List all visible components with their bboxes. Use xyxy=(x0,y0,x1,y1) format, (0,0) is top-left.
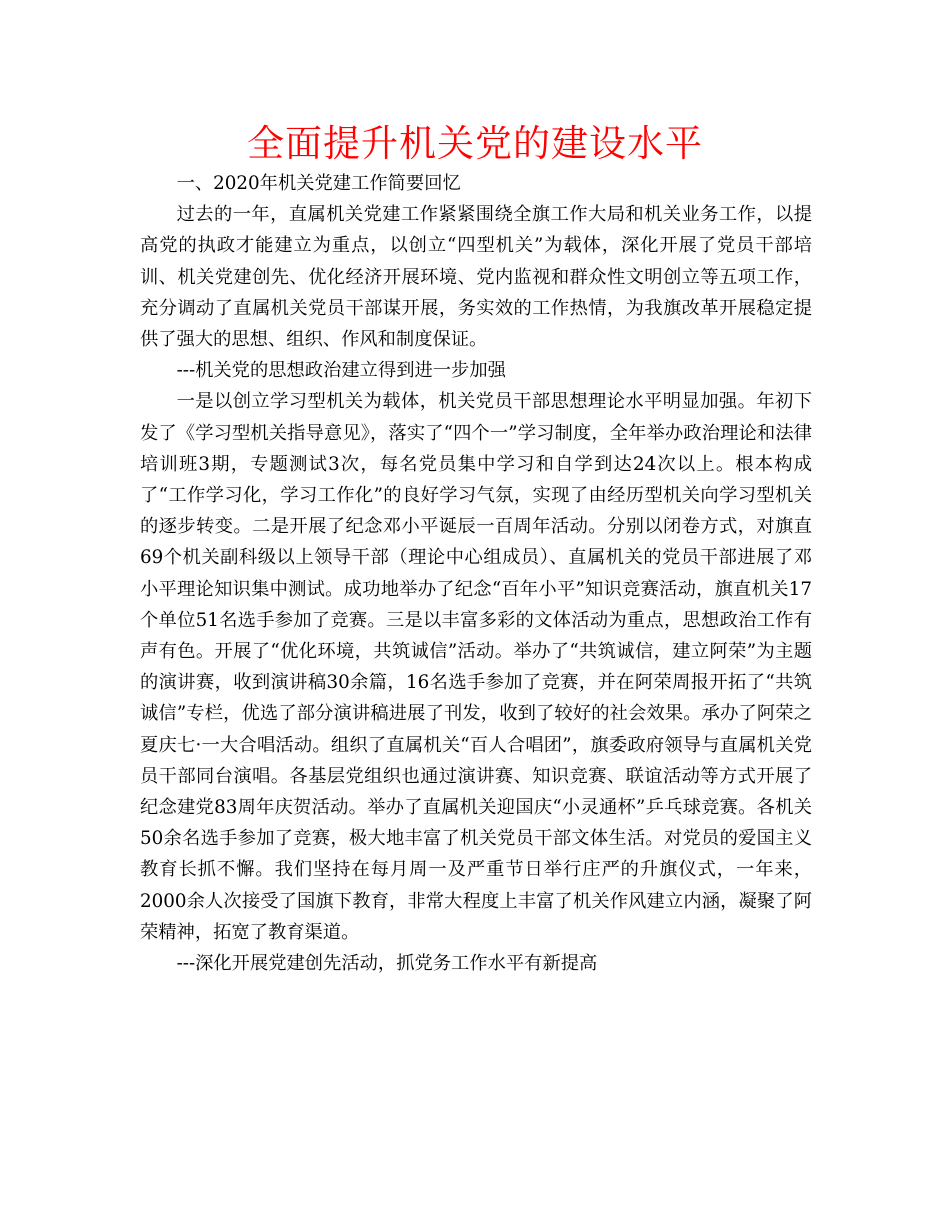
paragraph: 一是以创立学习型机关为载体，机关党员干部思想理论水平明显加强。年初下发了《学习型机关指导意见》，落实了“四个一”学习制度，全年举办政治理论和法律培训班3期，专题测试3次，每名党员集中学习和自学到达24次以上。根本构成了“工作学习化，学习工作化”的良好学习气氛，实现了由经历型机关向学习型机关的逐步转变。二是开展了纪念邓小平诞辰一百周年活动。分别以闭卷方式，对旗直69个机关副科级以上领导干部（理论中心组成员）、直属机关的党员干部进展了邓小平理论知识集中测试。成功地举办了纪念“百年小平”知识竞赛活动，旗直机关17个单位51名选手参加了竞赛。三是以丰富多彩的文体活动为重点，思想政治工作有声有色。开展了“优化环境，共筑诚信”活动。举办了“共筑诚信，建立阿荣”为主题的演讲赛，收到演讲稿30余篇，16名选手参加了竞赛，并在阿荣周报开拓了“共筑诚信”专栏，优选了部分演讲稿进展了刊发，收到了较好的社会效果。承办了阿荣之夏庆七·一大合唱活动。组织了直属机关“百人合唱团”，旗委政府领导与直属机关党员干部同台演唱。各基层党组织也通过演讲赛、知识竞赛、联谊活动等方式开展了纪念建党83周年庆贺活动。举办了直属机关迎国庆“小灵通杯”乒乓球竞赛。各机关50余名选手参加了竞赛，极大地丰富了机关党员干部文体生活。对党员的爱国主义教育长抓不懈。我们坚持在每月周一及严重节日举行庄严的升旗仪式，一年来，2000余人次接受了国旗下教育，非常大程度上丰富了机关作风建立内涵，凝聚了阿荣精神，拓宽了教育渠道。 xyxy=(140,391,812,943)
subsection-heading: ---深化开展党建创先活动，抓党务工作水平有新提高 xyxy=(176,953,598,975)
section-heading: 一、2020年机关党建工作简要回忆 xyxy=(176,173,461,194)
document-title: 全面提升机关党的建设水平 xyxy=(247,122,703,165)
subsection-heading: ---机关党的思想政治建立得到进一步加强 xyxy=(176,360,506,382)
document-body xyxy=(140,168,812,979)
paragraph: 过去的一年，直属机关党建工作紧紧围绕全旗工作大局和机关业务工作，以提高党的执政才能建立为重点，以创立“四型机关”为载体，深化开展了党员干部培训、机关党建创先、优化经济开展环境、党内监视和群众性文明创立等五项工作，充分调动了直属机关党员干部谋开展，务实效的工作热情，为我旗改革开展稳定提供了强大的思想、组织、作风和制度保证。 xyxy=(140,204,812,351)
